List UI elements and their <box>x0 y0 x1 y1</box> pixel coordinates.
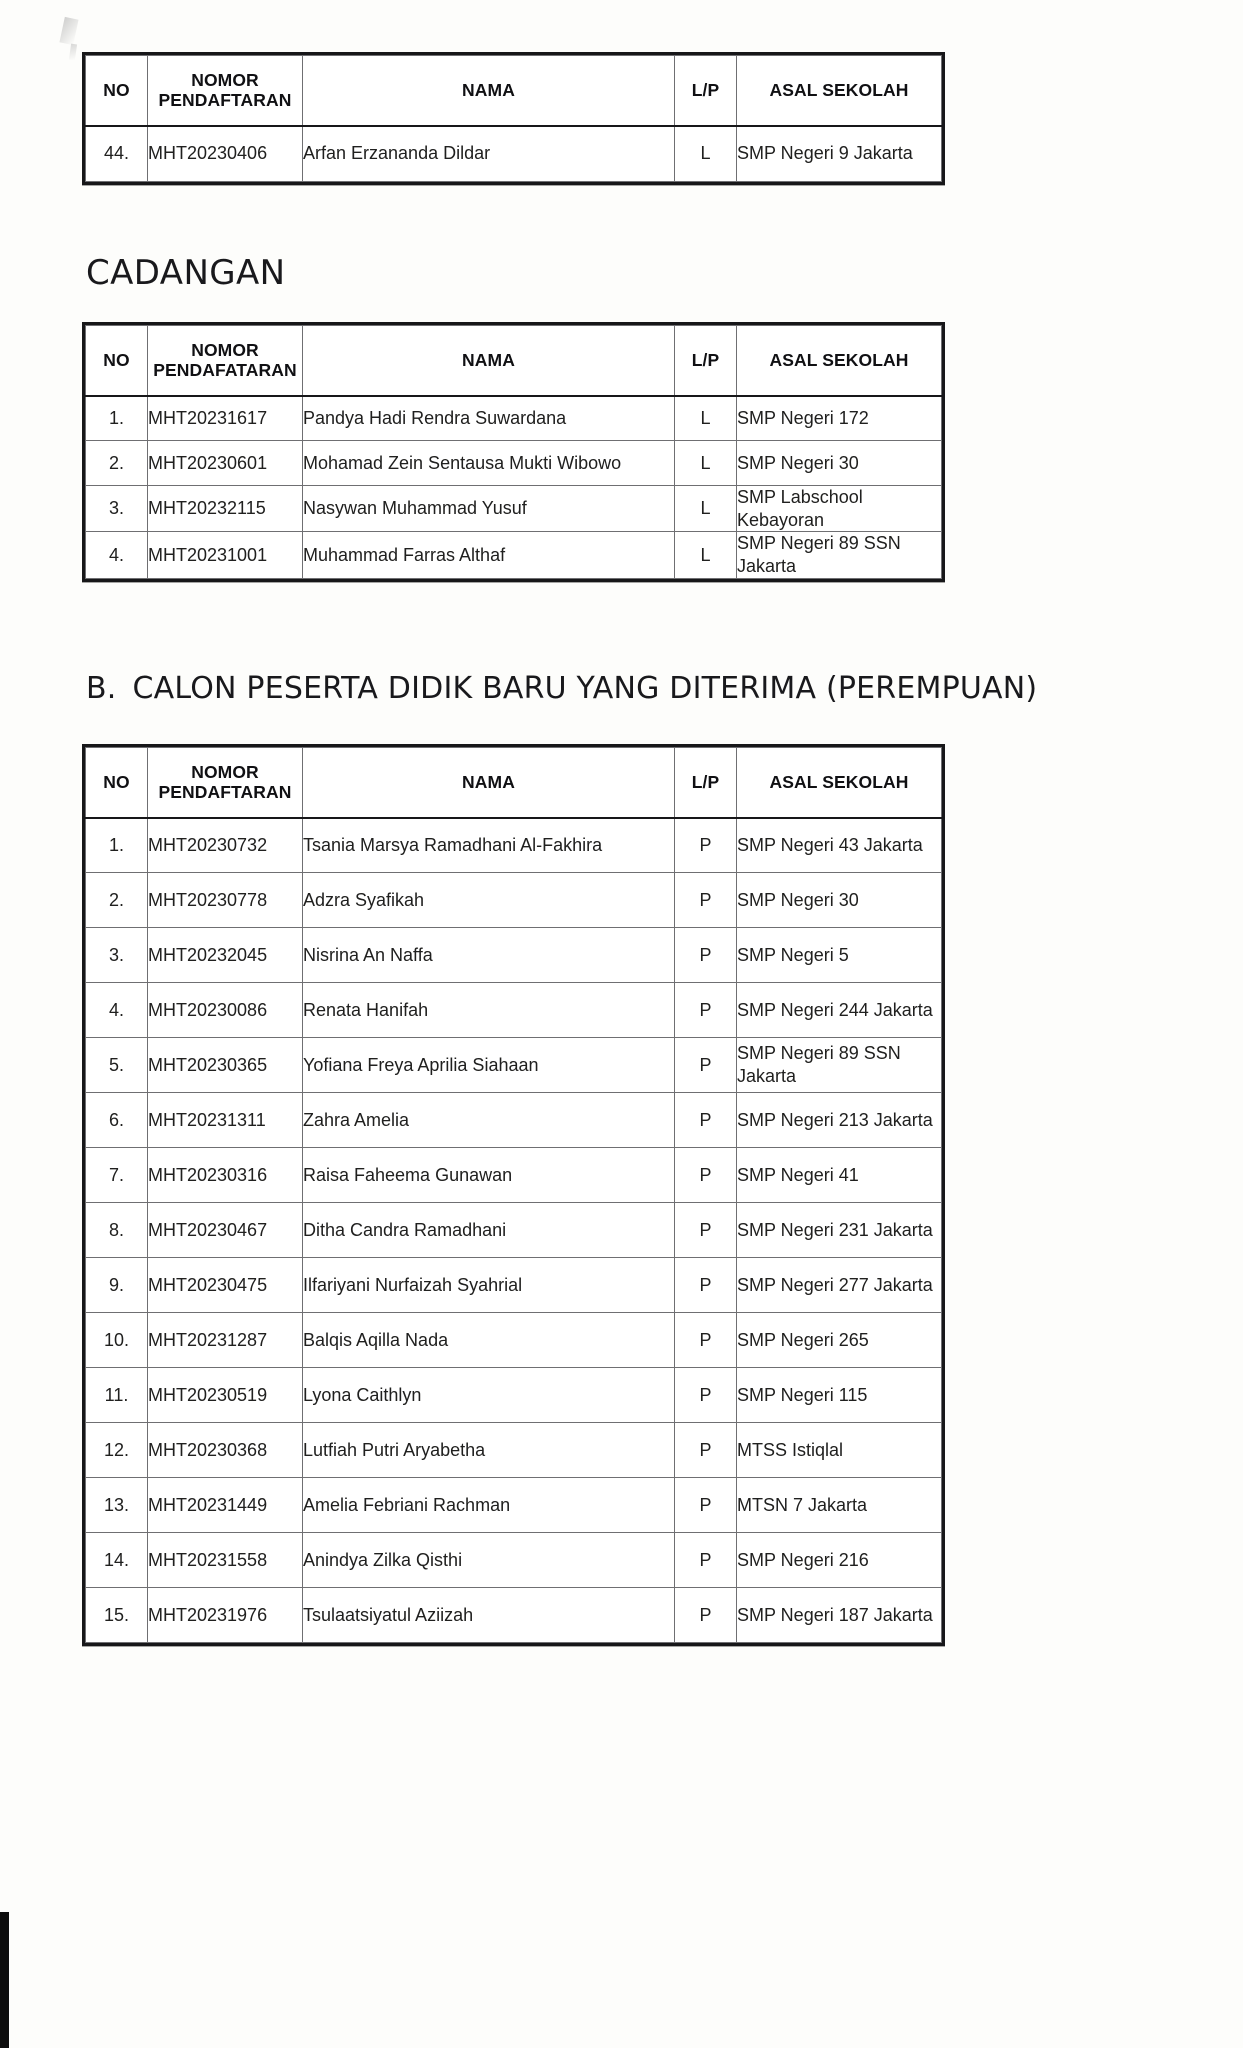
cell-student-name: Nisrina An Naffa <box>303 928 675 983</box>
cell-registration-number: MHT20231001 <box>148 532 303 578</box>
cell-gender: P <box>675 818 737 873</box>
cell-no: 2. <box>86 873 148 928</box>
cell-no: 44. <box>86 126 148 182</box>
cadangan-table-frame <box>82 322 945 582</box>
column-header-name: NAMA <box>303 326 675 396</box>
cell-gender: P <box>675 928 737 983</box>
cell-no: 1. <box>86 818 148 873</box>
cell-registration-number: MHT20231449 <box>148 1478 303 1533</box>
cell-origin-school: SMP Negeri 89 SSN Jakarta <box>737 532 942 578</box>
cell-gender: L <box>675 126 737 182</box>
cell-registration-number: MHT20231617 <box>148 396 303 441</box>
cell-origin-school: SMP Negeri 115 <box>737 1368 942 1423</box>
cell-student-name: Renata Hanifah <box>303 983 675 1038</box>
cell-registration-number: MHT20232045 <box>148 928 303 983</box>
cell-gender: P <box>675 1588 737 1643</box>
column-header-registration-line2: PENDAFTARAN <box>158 90 292 111</box>
cell-student-name: Pandya Hadi Rendra Suwardana <box>303 396 675 441</box>
cadangan-table-block <box>82 322 945 587</box>
cell-origin-school: MTSS Istiqlal <box>737 1423 942 1478</box>
section-b-title: CALON PESERTA DIDIK BARU YANG DITERIMA (PEREMPUAN) <box>132 671 1038 706</box>
table-row <box>86 1093 942 1148</box>
table-row <box>86 126 942 182</box>
cell-origin-school: SMP Negeri 216 <box>737 1533 942 1588</box>
cell-no: 2. <box>86 441 148 486</box>
section-b-heading <box>86 671 1037 706</box>
cell-no: 8. <box>86 1203 148 1258</box>
table-row <box>86 1313 942 1368</box>
cell-student-name: Lutfiah Putri Aryabetha <box>303 1423 675 1478</box>
column-header-gender: L/P <box>675 748 737 818</box>
cell-student-name: Ditha Candra Ramadhani <box>303 1203 675 1258</box>
cell-origin-school: SMP Negeri 187 Jakarta <box>737 1588 942 1643</box>
cell-student-name: Adzra Syafikah <box>303 873 675 928</box>
cell-registration-number: MHT20231558 <box>148 1533 303 1588</box>
continued-table-frame <box>82 52 945 185</box>
cell-student-name: Amelia Febriani Rachman <box>303 1478 675 1533</box>
column-header-name: NAMA <box>303 56 675 126</box>
cell-no: 7. <box>86 1148 148 1203</box>
cell-registration-number: MHT20230365 <box>148 1038 303 1093</box>
column-header-registration <box>148 748 303 818</box>
continued-table-head <box>86 56 942 126</box>
table-row <box>86 1588 942 1643</box>
cell-no: 4. <box>86 532 148 578</box>
cell-no: 14. <box>86 1533 148 1588</box>
column-header-registration-line1: NOMOR <box>191 339 259 360</box>
table-row <box>86 1148 942 1203</box>
cell-origin-school: SMP Negeri 5 <box>737 928 942 983</box>
column-header-no: NO <box>86 748 148 818</box>
cell-student-name: Raisa Faheema Gunawan <box>303 1148 675 1203</box>
cell-registration-number: MHT20230519 <box>148 1368 303 1423</box>
section-b-table-head <box>86 748 942 818</box>
section-b-table-frame <box>82 744 945 1646</box>
cell-no: 3. <box>86 928 148 983</box>
cell-gender: P <box>675 1148 737 1203</box>
cell-registration-number: MHT20232115 <box>148 486 303 532</box>
column-header-gender: L/P <box>675 56 737 126</box>
section-b-letter: B. <box>86 671 117 706</box>
cell-no: 10. <box>86 1313 148 1368</box>
cell-registration-number: MHT20231311 <box>148 1093 303 1148</box>
continued-table <box>85 55 942 182</box>
column-header-registration-line2: PENDAFATARAN <box>153 360 297 381</box>
cell-registration-number: MHT20230601 <box>148 441 303 486</box>
table-row <box>86 1038 942 1093</box>
column-header-school: ASAL SEKOLAH <box>737 748 942 818</box>
cell-gender: L <box>675 532 737 578</box>
cell-no: 5. <box>86 1038 148 1093</box>
cell-gender: P <box>675 873 737 928</box>
cell-origin-school: SMP Negeri 277 Jakarta <box>737 1258 942 1313</box>
cadangan-heading: CADANGAN <box>86 253 286 293</box>
cell-registration-number: MHT20230475 <box>148 1258 303 1313</box>
table-header-row <box>86 326 942 396</box>
cell-gender: P <box>675 1423 737 1478</box>
cell-registration-number: MHT20230086 <box>148 983 303 1038</box>
cell-registration-number: MHT20231287 <box>148 1313 303 1368</box>
cell-gender: P <box>675 1533 737 1588</box>
cell-registration-number: MHT20231976 <box>148 1588 303 1643</box>
cell-no: 4. <box>86 983 148 1038</box>
table-row <box>86 873 942 928</box>
cell-gender: P <box>675 1203 737 1258</box>
section-b-table-body <box>86 818 942 1643</box>
column-header-registration-line1: NOMOR <box>191 761 259 782</box>
cell-gender: P <box>675 1478 737 1533</box>
cell-origin-school: SMP Negeri 231 Jakarta <box>737 1203 942 1258</box>
column-header-school: ASAL SEKOLAH <box>737 56 942 126</box>
cell-student-name: Balqis Aqilla Nada <box>303 1313 675 1368</box>
table-row <box>86 983 942 1038</box>
cell-gender: P <box>675 1093 737 1148</box>
continued-table-body <box>86 126 942 182</box>
table-row <box>86 1368 942 1423</box>
scan-edge-artifact <box>0 1912 9 2048</box>
cell-gender: P <box>675 1368 737 1423</box>
column-header-registration-line1: NOMOR <box>191 69 259 90</box>
table-row <box>86 441 942 486</box>
cell-origin-school: SMP Negeri 172 <box>737 396 942 441</box>
cell-gender: P <box>675 1038 737 1093</box>
cell-no: 1. <box>86 396 148 441</box>
cell-gender: L <box>675 396 737 441</box>
cell-student-name: Anindya Zilka Qisthi <box>303 1533 675 1588</box>
cell-origin-school: SMP Negeri 244 Jakarta <box>737 983 942 1038</box>
column-header-no: NO <box>86 56 148 126</box>
column-header-name: NAMA <box>303 748 675 818</box>
table-header-row <box>86 56 942 126</box>
cadangan-table-body <box>86 396 942 579</box>
cell-no: 9. <box>86 1258 148 1313</box>
table-row <box>86 1533 942 1588</box>
column-header-registration-line2: PENDAFTARAN <box>158 782 292 803</box>
cadangan-table-head <box>86 326 942 396</box>
column-header-school: ASAL SEKOLAH <box>737 326 942 396</box>
cell-gender: L <box>675 486 737 532</box>
cell-origin-school: MTSN 7 Jakarta <box>737 1478 942 1533</box>
cell-gender: P <box>675 983 737 1038</box>
cell-student-name: Ilfariyani Nurfaizah Syahrial <box>303 1258 675 1313</box>
cell-registration-number: MHT20230778 <box>148 873 303 928</box>
continued-table-block <box>82 52 945 190</box>
cell-registration-number: MHT20230406 <box>148 126 303 182</box>
cell-student-name: Zahra Amelia <box>303 1093 675 1148</box>
column-header-registration <box>148 326 303 396</box>
cell-student-name: Mohamad Zein Sentausa Mukti Wibowo <box>303 441 675 486</box>
table-row <box>86 818 942 873</box>
table-row <box>86 1423 942 1478</box>
table-header-row <box>86 748 942 818</box>
cell-origin-school: SMP Negeri 265 <box>737 1313 942 1368</box>
cell-origin-school: SMP Negeri 9 Jakarta <box>737 126 942 182</box>
table-row <box>86 1258 942 1313</box>
cell-no: 3. <box>86 486 148 532</box>
cell-origin-school: SMP Negeri 30 <box>737 441 942 486</box>
cell-no: 13. <box>86 1478 148 1533</box>
table-row <box>86 396 942 441</box>
cadangan-table <box>85 325 942 579</box>
cell-student-name: Lyona Caithlyn <box>303 1368 675 1423</box>
cell-student-name: Tsulaatsiyatul Aziizah <box>303 1588 675 1643</box>
cell-registration-number: MHT20230368 <box>148 1423 303 1478</box>
cell-gender: P <box>675 1258 737 1313</box>
cell-registration-number: MHT20230467 <box>148 1203 303 1258</box>
cell-origin-school: SMP Negeri 41 <box>737 1148 942 1203</box>
cell-registration-number: MHT20230316 <box>148 1148 303 1203</box>
table-row <box>86 928 942 983</box>
cell-student-name: Muhammad Farras Althaf <box>303 532 675 578</box>
table-row <box>86 486 942 532</box>
section-b-table-block <box>82 744 945 1651</box>
cell-registration-number: MHT20230732 <box>148 818 303 873</box>
cell-gender: P <box>675 1313 737 1368</box>
cell-origin-school: SMP Negeri 43 Jakarta <box>737 818 942 873</box>
cell-student-name: Tsania Marsya Ramadhani Al-Fakhira <box>303 818 675 873</box>
cell-no: 12. <box>86 1423 148 1478</box>
cell-student-name: Yofiana Freya Aprilia Siahaan <box>303 1038 675 1093</box>
cell-no: 15. <box>86 1588 148 1643</box>
table-row <box>86 532 942 578</box>
cell-no: 6. <box>86 1093 148 1148</box>
cell-student-name: Arfan Erzananda Dildar <box>303 126 675 182</box>
cell-gender: L <box>675 441 737 486</box>
cell-origin-school: SMP Negeri 213 Jakarta <box>737 1093 942 1148</box>
section-b-table <box>85 747 942 1643</box>
table-row <box>86 1478 942 1533</box>
cell-student-name: Nasywan Muhammad Yusuf <box>303 486 675 532</box>
column-header-no: NO <box>86 326 148 396</box>
cell-origin-school: SMP Labschool Kebayoran <box>737 486 942 532</box>
cell-no: 11. <box>86 1368 148 1423</box>
column-header-registration <box>148 56 303 126</box>
cell-origin-school: SMP Negeri 30 <box>737 873 942 928</box>
cell-origin-school: SMP Negeri 89 SSN Jakarta <box>737 1038 942 1093</box>
column-header-gender: L/P <box>675 326 737 396</box>
table-row <box>86 1203 942 1258</box>
